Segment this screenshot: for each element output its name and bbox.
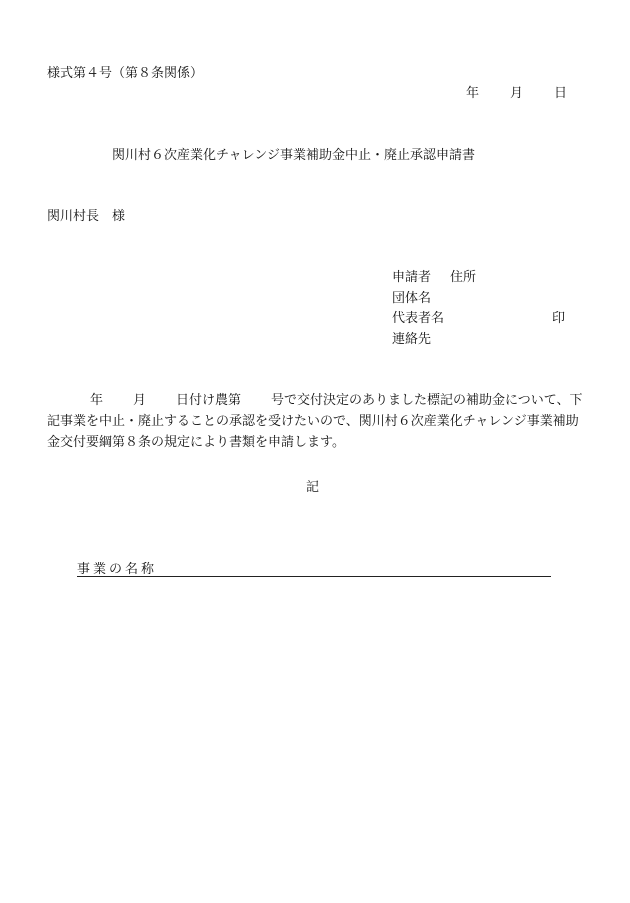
record-mark: 記 <box>306 480 320 495</box>
contact-label: 連絡先 <box>392 331 432 347</box>
body-month: 月 <box>133 393 147 408</box>
address-label: 住所 <box>450 270 477 285</box>
project-name-label: 事業の名称 <box>77 562 158 577</box>
body-year: 年 <box>90 393 104 408</box>
organization-label: 団体名 <box>392 290 432 306</box>
seal-label: 印 <box>552 311 566 326</box>
addressee: 関川村長 様 <box>47 209 126 224</box>
body-number-ref: 号で交付決定のありました標記の補助金について、下記事業を中止・廃止することの承認を受けたいので、関川村６次産業化チャレンジ事業補助金交付要綱第８条の規定により書類を申請します。 <box>47 393 583 450</box>
applicant-label: 申請者 <box>392 270 432 285</box>
date-month-label: 月 <box>510 86 524 101</box>
project-name-underline <box>77 576 551 577</box>
date-day-label: 日 <box>554 86 568 101</box>
body-day-ref: 日付け農第 <box>176 393 242 408</box>
representative-label: 代表者名 <box>392 311 445 326</box>
body-paragraph <box>47 390 587 453</box>
document-title: 関川村６次産業化チャレンジ事業補助金中止・廃止承認申請書 <box>112 148 475 163</box>
form-number: 様式第４号（第８条関係） <box>47 66 204 81</box>
date-year-label: 年 <box>466 86 480 101</box>
